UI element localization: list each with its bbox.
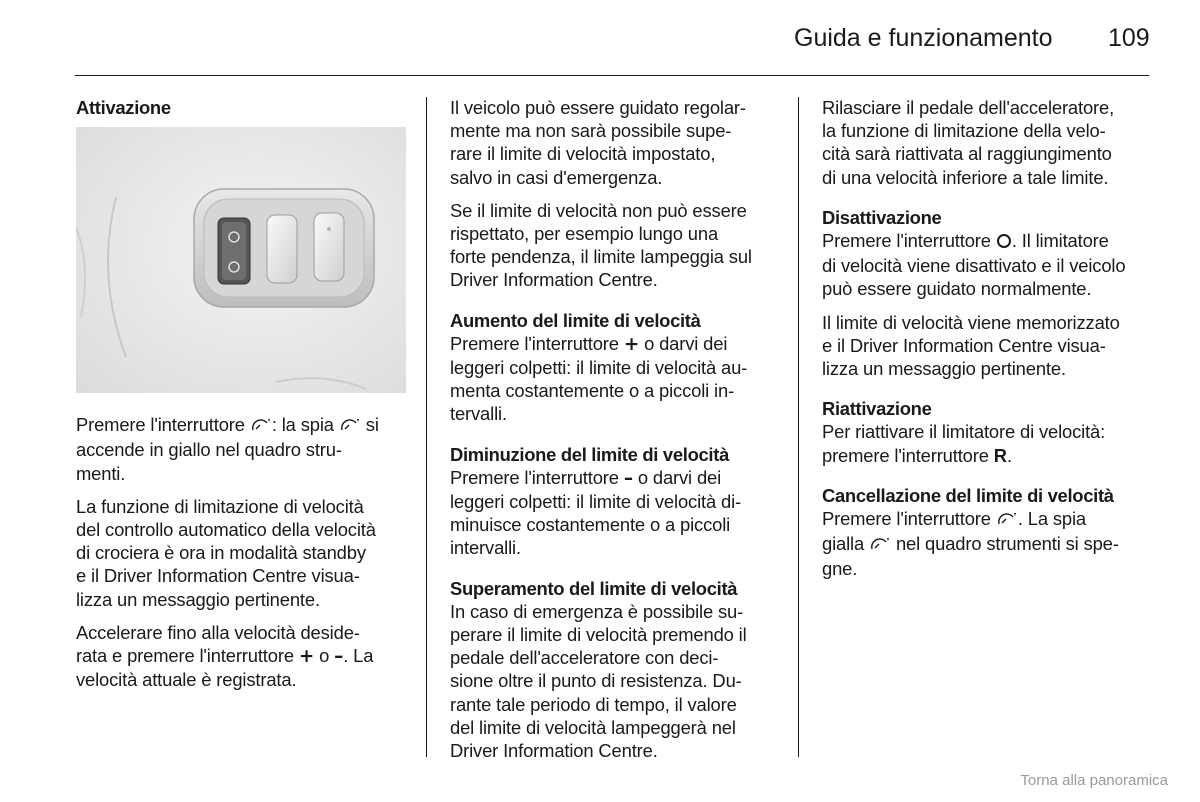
- paragraph: Per riattivare il limitatore di velocità: premere l'interruttore R.: [822, 421, 1106, 466]
- minus-icon: –: [334, 646, 344, 668]
- section-heading-activation: Attivazione: [76, 97, 171, 118]
- section-increase: [450, 309, 785, 426]
- plus-icon: +: [298, 646, 315, 668]
- speed-limiter-icon: [250, 415, 272, 438]
- minus-icon: –: [623, 467, 633, 489]
- section-decrease: [450, 443, 785, 560]
- circle-off-icon: [996, 231, 1012, 254]
- section-heading-increase: Aumento del limite di velocità: [450, 309, 701, 331]
- paragraph: Premere l'interruttore : la spia si accende in giallo nel quadro stru- menti.: [76, 414, 379, 484]
- paragraph: Premere l'interruttore – o darvi dei leggeri colpetti: il limite di velocità di- minuisce costantemente o a piccoli intervalli.: [450, 466, 741, 559]
- paragraph: Premere l'interruttore . Il limitatore di velocità viene disattivato e il veicolo può essere guidato normalmente.: [822, 230, 1126, 300]
- section-heading-deactivation: Disattivazione: [822, 206, 942, 228]
- column-2: [450, 96, 785, 772]
- paragraph: Premere l'interruttore . La spia gialla nel quadro strumenti si spe- gne.: [822, 508, 1119, 580]
- section-heading-decrease: Diminuzione del limite di velocità: [450, 443, 729, 465]
- header-title: Guida e funzionamento: [794, 24, 1053, 52]
- section-heading-clear: Cancellazione del limite di velocità: [822, 484, 1114, 506]
- paragraph: Accelerare fino alla velocità deside- rata e premere l'interruttore + o –. La velocità attuale è registrata.: [76, 621, 374, 691]
- paragraph: In caso di emergenza è possibile su- perare il limite di velocità premendo il pedale dell'acceleratore con deci- sione oltre il punto di resistenza. Du- rante tale periodo di tempo, il valore del limite di velocità lampeggerà nel Driver Information Centre.: [450, 600, 747, 762]
- resume-key-label: R: [993, 444, 1007, 466]
- column-3: [822, 96, 1157, 591]
- speed-limiter-icon: [339, 415, 361, 438]
- column-1: [76, 96, 411, 691]
- section-deactivation: [822, 206, 1157, 380]
- plus-icon: +: [623, 333, 640, 355]
- column-divider: [426, 97, 427, 757]
- paragraph: Rilasciare il pedale dell'acceleratore, la funzione di limitazione della velo- cità sarà riattivata al raggiungimento di una velocità inferiore a tale limite.: [822, 97, 1115, 188]
- paragraph: La funzione di limitazione di velocità del controllo automatico della velocità di crociera è ora in modalità standby e il Driver Information Centre visua- lizza un messaggio pertinente.: [76, 495, 376, 610]
- section-heading-reactivation: Riattivazione: [822, 398, 932, 420]
- paragraph: Il veicolo può essere guidato regolar- mente ma non sarà possibile supe- rare il limite di velocità impostato, salvo in casi d'emergenza.: [450, 97, 746, 188]
- page-number: 109: [1108, 24, 1150, 52]
- section-heading-override: Superamento del limite di velocità: [450, 577, 738, 599]
- section-override: [450, 577, 785, 763]
- speed-limiter-icon: [869, 534, 891, 557]
- section-clear: [822, 484, 1157, 581]
- paragraph: Se il limite di velocità non può essere rispettato, per esempio lungo una forte pendenza, il limite lampeggia sul Driver Information Centre.: [450, 199, 752, 291]
- header-rule: [75, 75, 1149, 76]
- speed-limiter-switch-illustration: [76, 127, 406, 393]
- column-divider: [798, 97, 799, 757]
- back-to-overview-link[interactable]: Torna alla panoramica: [1020, 772, 1168, 789]
- paragraph: Premere l'interruttore + o darvi dei leggeri colpetti: il limite di velocità au- menta costantemente o a piccoli in- tervalli.: [450, 332, 748, 425]
- speed-limiter-icon: [996, 509, 1018, 532]
- paragraph: Il limite di velocità viene memorizzato e il Driver Information Centre visua- lizza un messaggio pertinente.: [822, 311, 1120, 380]
- section-reactivation: [822, 397, 1157, 467]
